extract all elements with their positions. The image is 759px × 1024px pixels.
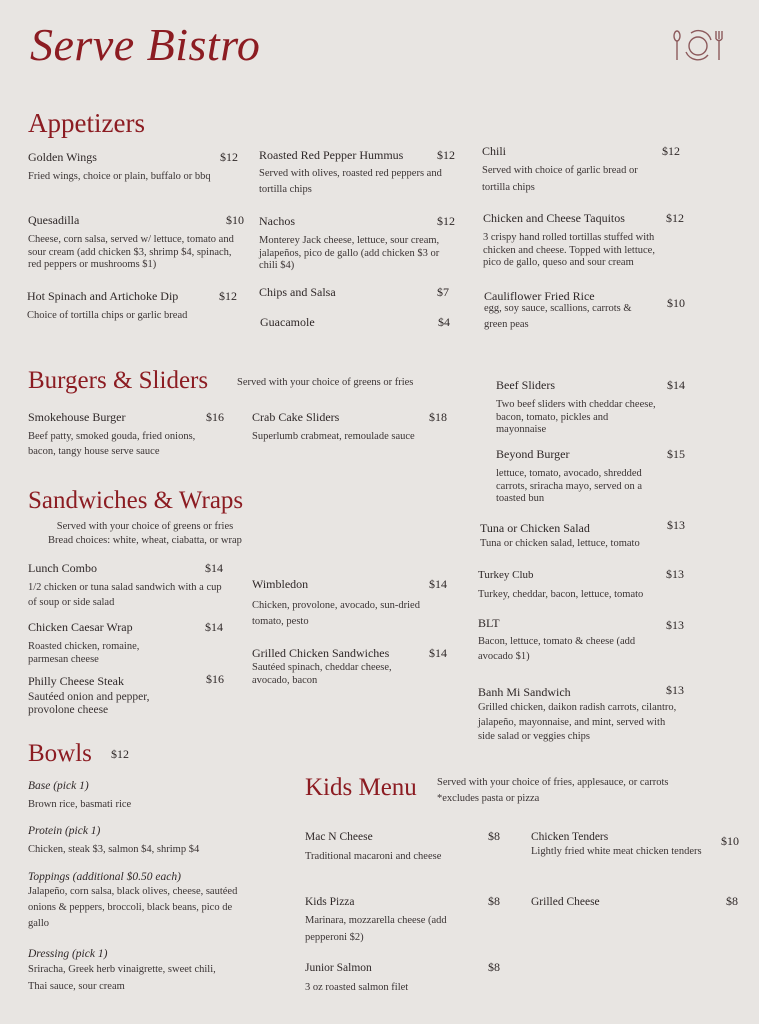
- item-description: Beef patty, smoked gouda, fried onions, bacon, tangy house serve sauce: [28, 431, 196, 457]
- menu-item: [484, 289, 685, 333]
- menu-item: [305, 829, 500, 865]
- item-description: Tuna or chicken salad, lettuce, tomato: [480, 538, 640, 549]
- item-name: Crab Cake Sliders: [252, 410, 340, 424]
- plate-fork-spoon-icon: [672, 28, 724, 64]
- menu-item: [28, 561, 223, 610]
- item-name: Junior Salmon: [305, 962, 372, 974]
- item-name: Hot Spinach and Artichoke Dip: [27, 289, 179, 303]
- item-description: Turkey, cheddar, bacon, lettuce, tomato: [478, 589, 644, 600]
- bowl-group-label: Protein (pick 1): [28, 825, 101, 837]
- item-name: Chili: [482, 144, 507, 158]
- menu-item: [28, 672, 224, 717]
- menu-item: [259, 285, 449, 300]
- section-heading-kids: Kids Menu: [305, 774, 417, 801]
- bowl-group-desc: Brown rice, basmati rice: [28, 799, 132, 810]
- item-name: Chips and Salsa: [259, 285, 336, 299]
- bowl-group-desc: Jalapeño, corn salsa, black olives, cheese, sautéed onions & peppers, broccoli, black beans, pico de gallo: [28, 886, 238, 929]
- item-name: Guacamole: [260, 315, 315, 329]
- item-description: Grilled chicken, daikon radish carrots, cilantro, jalapeño, mayonnaise, and mint, served with side salad or veggies chips: [478, 702, 677, 742]
- menu-item: [252, 577, 447, 630]
- bowl-group-label: Base (pick 1): [28, 780, 89, 792]
- item-description: Served with olives, roasted red peppers and tortilla chips: [259, 168, 442, 195]
- item-price: $7: [437, 285, 449, 299]
- item-description: Lightly fried white meat chicken tenders: [531, 846, 702, 857]
- menu-item: [531, 894, 738, 909]
- item-price: $12: [662, 144, 680, 158]
- bowl-group: [28, 825, 243, 858]
- item-description: 1/2 chicken or tuna salad sandwich with a cup of soup or side salad: [28, 582, 222, 608]
- menu-item: [496, 378, 685, 437]
- item-price: $8: [488, 960, 500, 974]
- item-name: Banh Mi Sandwich: [478, 685, 571, 699]
- menu-item: [260, 315, 450, 330]
- item-price: $10: [721, 834, 739, 848]
- bowl-group-desc: Chicken, steak $3, salmon $4, shrimp $4: [28, 844, 200, 855]
- menu-item: [483, 211, 684, 270]
- item-name: Chicken Tenders: [531, 831, 609, 843]
- item-description: Marinara, mozzarella cheese (add pepperoni $2): [305, 915, 447, 943]
- item-price: $14: [429, 646, 447, 660]
- item-price: $14: [205, 561, 223, 575]
- menu-item: [305, 960, 500, 996]
- item-price: $16: [206, 410, 224, 424]
- item-price: $16: [206, 672, 224, 686]
- item-price: $8: [488, 829, 500, 843]
- item-name: Chicken Caesar Wrap: [28, 620, 133, 634]
- item-price: $14: [429, 577, 447, 591]
- bowls-price: $12: [111, 747, 129, 761]
- item-price: $12: [219, 289, 237, 303]
- item-description: Served with choice of garlic bread or tortilla chips: [482, 165, 638, 193]
- item-description: Superlumb crabmeat, remoulade sauce: [252, 431, 415, 442]
- item-price: $15: [667, 447, 685, 461]
- menu-item: [259, 214, 455, 273]
- item-description: Choice of tortilla chips or garlic bread: [27, 310, 188, 321]
- item-price: $12: [220, 150, 238, 164]
- item-description: Sautéed onion and pepper, provolone cheese: [28, 691, 150, 716]
- item-description: Sautéed spinach, cheddar cheese, avocado, bacon: [252, 662, 392, 686]
- item-name: Quesadilla: [28, 213, 80, 227]
- item-name: BLT: [478, 616, 500, 630]
- item-price: $18: [429, 410, 447, 424]
- item-name: Lunch Combo: [28, 561, 97, 575]
- item-price: $8: [726, 894, 738, 908]
- section-note-line: Served with your choice of greens or fries: [56, 521, 234, 532]
- item-name: Tuna or Chicken Salad: [480, 521, 590, 535]
- section-heading-sandwiches: Sandwiches & Wraps: [28, 487, 244, 514]
- item-description: Chicken, provolone, avocado, sun-dried tomato, pesto: [252, 600, 420, 627]
- item-name: Beyond Burger: [496, 447, 570, 461]
- restaurant-title: Serve Bistro: [30, 19, 261, 70]
- item-price: $4: [438, 315, 450, 329]
- section-note: [30, 520, 260, 548]
- bowl-group-label: Dressing (pick 1): [28, 948, 108, 960]
- menu-item: [496, 447, 685, 506]
- item-price: $12: [666, 211, 684, 225]
- item-name: Wimbledon: [252, 577, 309, 591]
- menu-item: [28, 620, 223, 666]
- item-price: $12: [437, 214, 455, 228]
- item-name: Kids Pizza: [305, 896, 355, 908]
- section-heading-appetizers: Appetizers: [28, 108, 145, 138]
- item-name: Golden Wings: [28, 150, 97, 164]
- item-name: Smokehouse Burger: [28, 410, 126, 424]
- bowl-group: [28, 780, 233, 813]
- item-price: $14: [667, 378, 685, 392]
- menu-item: [28, 410, 224, 459]
- menu-item: [259, 148, 455, 198]
- item-description: Bacon, lettuce, tomato & cheese (add avocado $1): [478, 636, 636, 662]
- menu-item: [478, 618, 684, 664]
- item-description: Two beef sliders with cheddar cheese, bacon, tomato, pickles and mayonnaise: [496, 399, 656, 435]
- item-description: 3 crispy hand rolled tortillas stuffed with chicken and cheese. Topped with lettuce, pico de gallo, queso and sour cream: [483, 232, 655, 268]
- section-note: Served with your choice of fries, applesauce, or carrots *excludes pasta or pizza: [437, 777, 669, 804]
- menu-item: [478, 567, 684, 603]
- item-price: $14: [205, 620, 223, 634]
- menu-item: [482, 144, 680, 196]
- item-name: Grilled Cheese: [531, 896, 600, 908]
- item-price: $13: [666, 618, 684, 632]
- bowl-group-label: Toppings (additional $0.50 each): [28, 871, 181, 883]
- item-description: lettuce, tomato, avocado, shredded carrots, sriracha mayo, served on a toasted bun: [496, 468, 643, 504]
- item-name: Cauliflower Fried Rice: [484, 289, 595, 303]
- menu-item: [531, 829, 739, 860]
- item-description: Traditional macaroni and cheese: [305, 851, 442, 862]
- item-name: Grilled Chicken Sandwiches: [252, 646, 390, 660]
- section-heading-burgers: Burgers & Sliders: [28, 367, 209, 394]
- menu-item: [480, 518, 685, 552]
- item-name: Mac N Cheese: [305, 831, 373, 843]
- bowl-group-desc: Sriracha, Greek herb vinaigrette, sweet chili, Thai sauce, sour cream: [28, 964, 216, 992]
- section-heading-bowls: Bowls: [28, 740, 92, 767]
- menu-item: [27, 289, 237, 324]
- menu-item: [28, 213, 244, 272]
- item-price: $12: [437, 148, 455, 162]
- section-note: Served with your choice of greens or fries: [237, 377, 414, 388]
- item-description: 3 oz roasted salmon filet: [305, 982, 409, 993]
- item-name: Roasted Red Pepper Hummus: [259, 148, 404, 162]
- item-price: $13: [666, 683, 684, 697]
- menu-item: [305, 894, 500, 946]
- item-price: $10: [226, 213, 244, 227]
- section-note-line: Bread choices: white, wheat, ciabatta, or wrap: [48, 535, 242, 546]
- menu-item: [252, 410, 447, 445]
- item-name: Philly Cheese Steak: [28, 674, 124, 688]
- item-description: Monterey Jack cheese, lettuce, sour cream, jalapeños, pico de gallo (add chicken $3 or chili $4): [259, 235, 440, 271]
- item-price: $8: [488, 894, 500, 908]
- item-description: egg, soy sauce, scallions, carrots & green peas: [484, 303, 632, 330]
- item-description: Cheese, corn salsa, served w/ lettuce, tomato and sour cream (add chicken $3, shrimp $4, spinach, red peppers or mushrooms $1): [28, 234, 234, 270]
- menu-item: [28, 150, 238, 185]
- item-description: Fried wings, choice or plain, buffalo or bbq: [28, 171, 211, 182]
- item-price: $13: [667, 518, 685, 532]
- item-name: Nachos: [259, 214, 295, 228]
- bowl-group: [28, 948, 228, 995]
- item-name: Turkey Club: [478, 569, 534, 581]
- item-description: Roasted chicken, romaine, parmesan cheese: [28, 641, 140, 665]
- bowl-group: [28, 871, 238, 932]
- item-price: $13: [666, 567, 684, 581]
- menu-item: [478, 683, 684, 745]
- item-price: $10: [667, 296, 685, 310]
- menu-item: [252, 646, 447, 687]
- item-name: Chicken and Cheese Taquitos: [483, 211, 625, 225]
- item-name: Beef Sliders: [496, 378, 555, 392]
